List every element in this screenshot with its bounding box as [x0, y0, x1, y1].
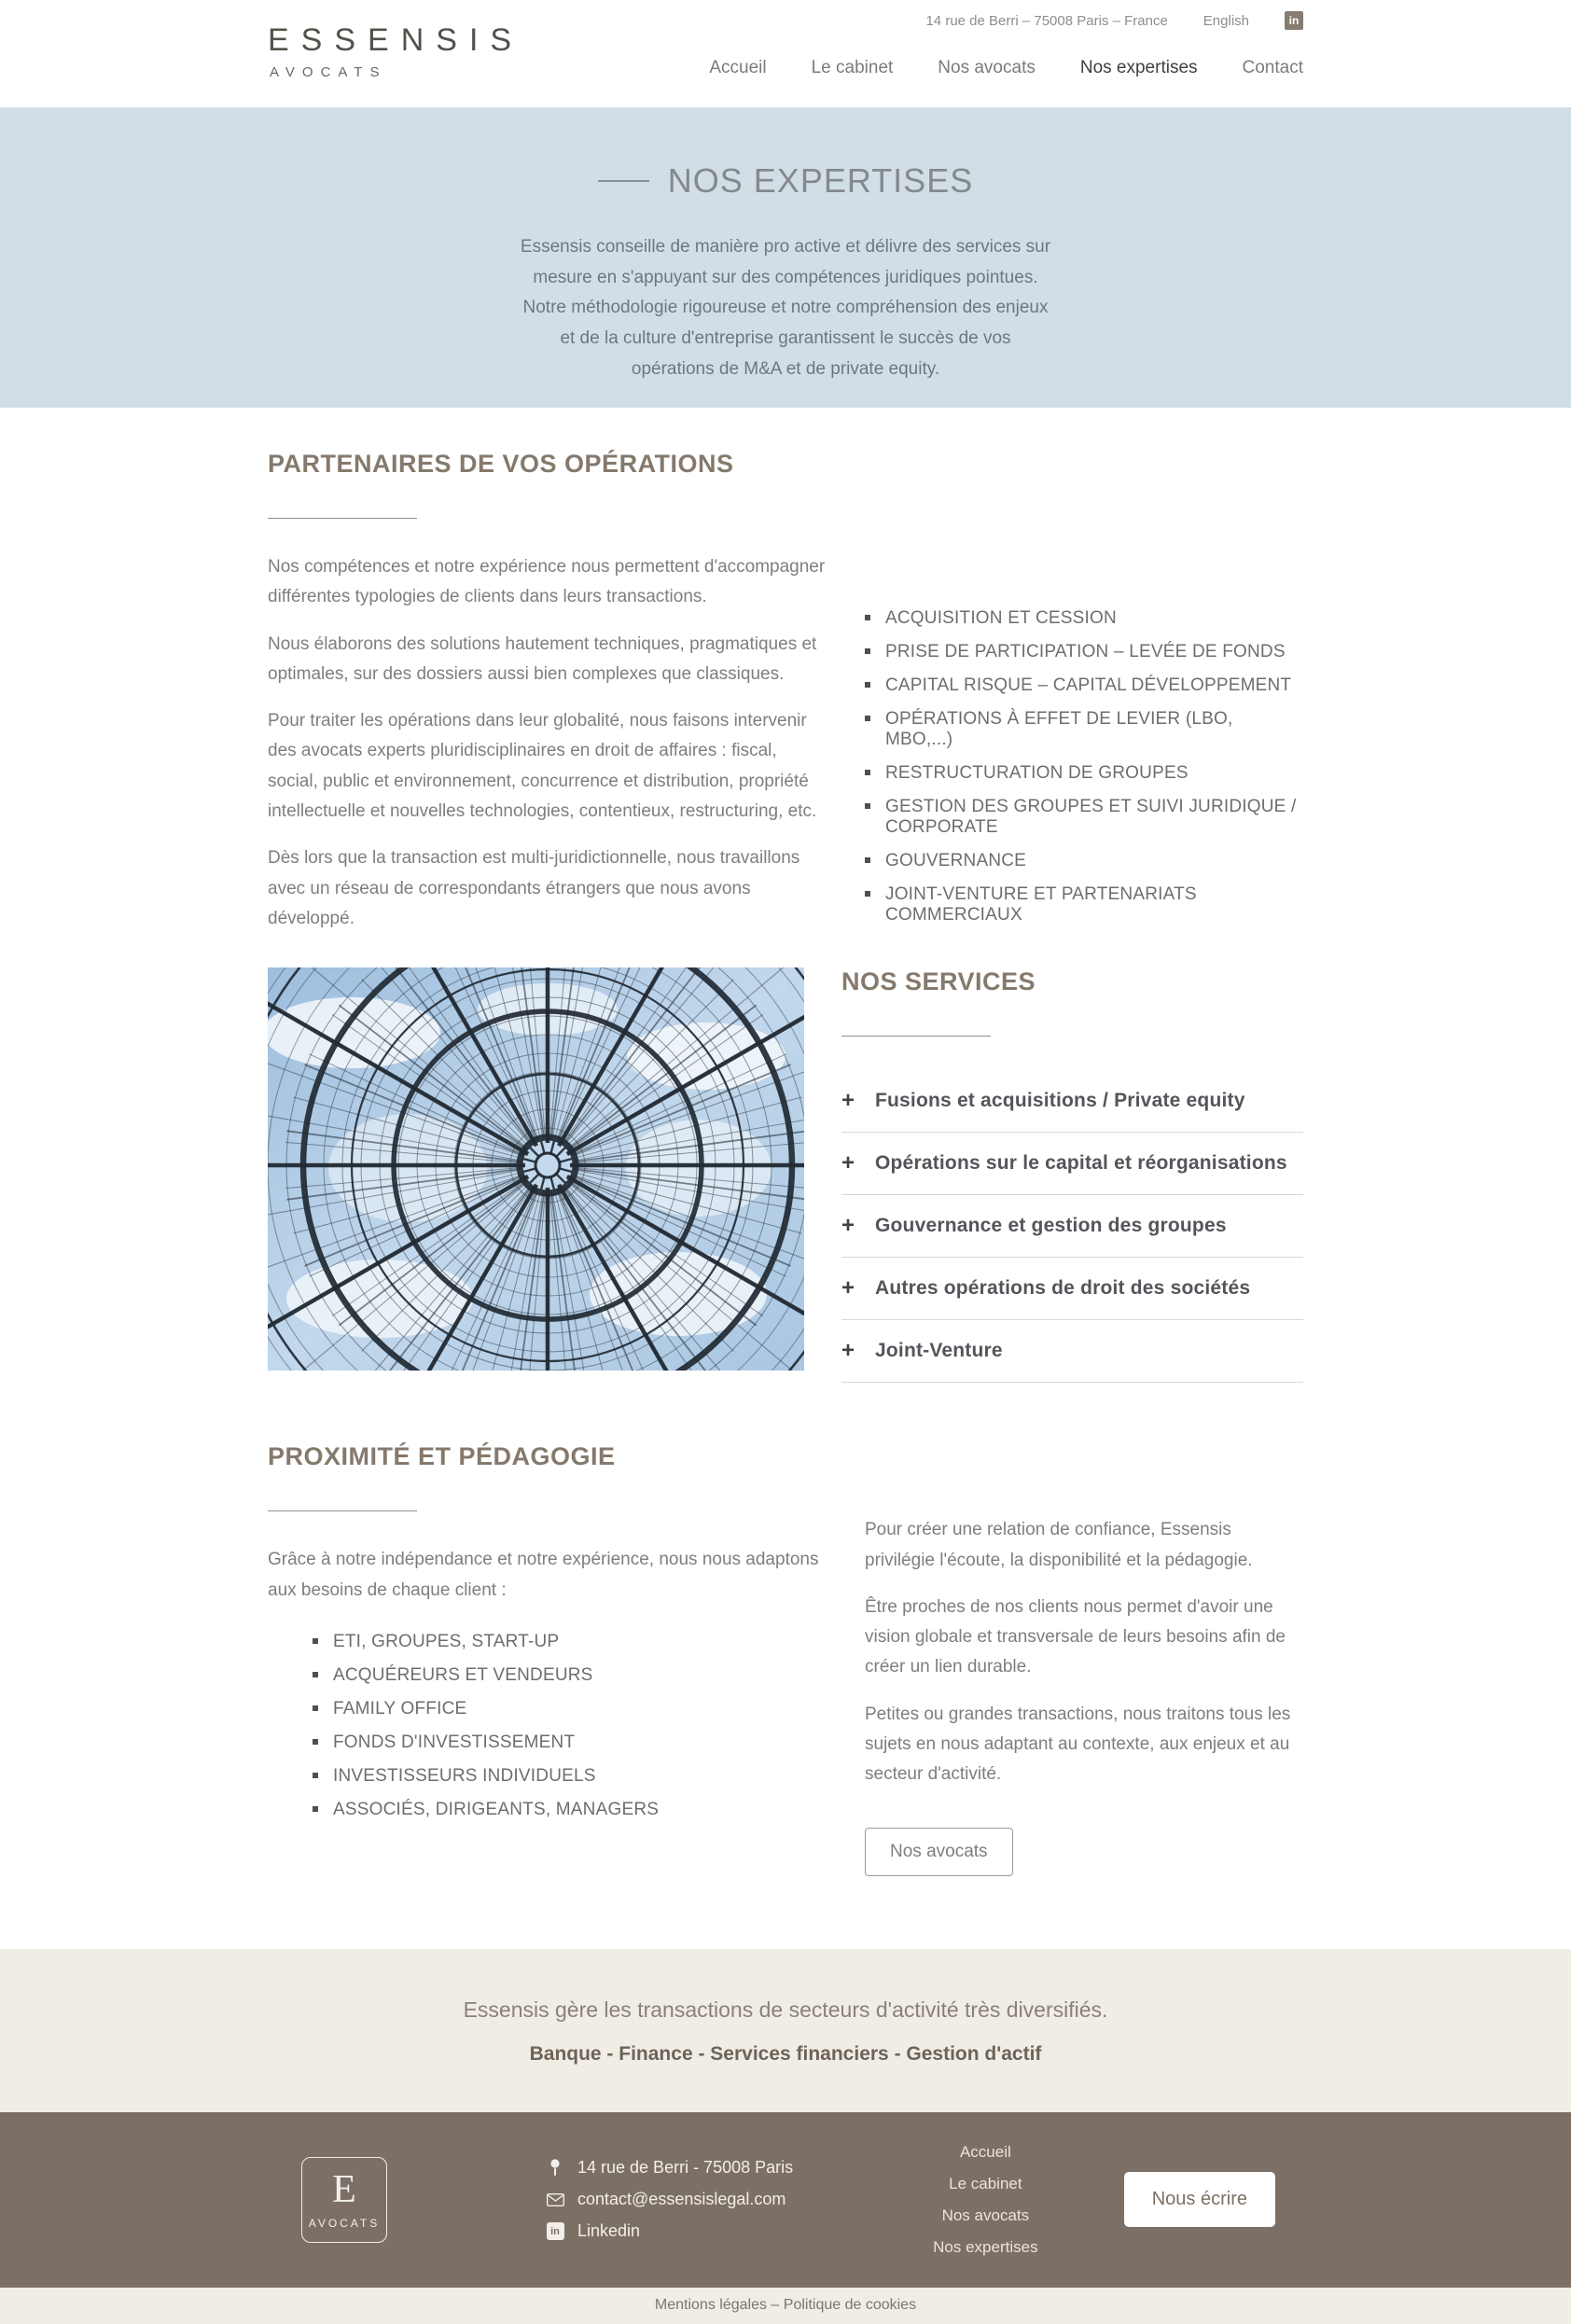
client-item: ACQUÉREURS ET VENDEURS: [313, 1665, 827, 1686]
services-accordion: [841, 1070, 1303, 1383]
client-item: INVESTISSEURS INDIVIDUELS: [313, 1766, 827, 1787]
accordion-joint-venture[interactable]: + Joint-Venture: [841, 1320, 1303, 1383]
footer-logo[interactable]: [301, 2157, 387, 2243]
hero-description: Essensis conseille de manière pro active et délivre des services sur mesure en s'appuyant sur des compétences juridiques pointues. Notre méthodologie rigoureuse et notre compréhension des enjeux et de la culture d'entreprise garantissent le succès de vos opérations de M&A et de private equity.: [520, 237, 1051, 379]
operation-item: RESTRUCTURATION DE GROUPES: [865, 763, 1303, 784]
footer-link-nos-expertises[interactable]: Nos expertises: [933, 2237, 1038, 2256]
proximity-paragraph: Pour créer une relation de confiance, Essensis privilégie l'écoute, la disponibilité et la pédagogie.: [865, 1520, 1253, 1570]
logo-title: ESSENSIS: [268, 22, 524, 58]
footer-logo-subtitle: AVOCATS: [308, 2216, 381, 2230]
glass-dome-illustration: [268, 967, 804, 1371]
client-item: ETI, GROUPES, START-UP: [313, 1632, 827, 1652]
heading-rule: [841, 1036, 991, 1037]
linkedin-icon[interactable]: in: [1285, 11, 1303, 30]
footer-logo-letter: E: [332, 2167, 356, 2211]
plus-icon: +: [841, 1213, 855, 1239]
plus-icon: +: [841, 1338, 855, 1364]
partners-section: [268, 450, 1303, 951]
footer-link-le-cabinet[interactable]: Le cabinet: [949, 2174, 1022, 2192]
proximity-heading: PROXIMITÉ ET PÉDAGOGIE: [268, 1442, 616, 1471]
hero-dash-line: [598, 180, 649, 182]
partners-paragraph: Nos compétences et notre expérience nous permettent d'accompagner différentes typologies de clients dans leurs transactions.: [268, 557, 826, 607]
sectors-banner: [0, 1949, 1571, 2112]
plus-icon: +: [841, 1275, 855, 1301]
heading-rule: [268, 518, 417, 519]
logo-subtitle: AVOCATS: [270, 64, 387, 80]
proximity-intro: Grâce à notre indépendance et notre expérience, nous nous adaptons aux besoins de chaque client :: [268, 1550, 819, 1600]
partners-paragraph: Dès lors que la transaction est multi-juridictionnelle, nous travaillons avec un réseau de correspondants étrangers que nous avons développé.: [268, 848, 800, 928]
nav-contact[interactable]: Contact: [1242, 58, 1303, 77]
legal-links[interactable]: Mentions légales – Politique de cookies: [654, 2297, 917, 2314]
nav-nos-expertises[interactable]: Nos expertises: [1079, 58, 1198, 77]
nous-ecrire-button[interactable]: Nous écrire: [1124, 2172, 1275, 2227]
footer-link-nos-avocats[interactable]: Nos avocats: [941, 2206, 1030, 2224]
footer-link-accueil[interactable]: Accueil: [959, 2142, 1011, 2161]
nos-avocats-button[interactable]: Nos avocats: [865, 1828, 1013, 1876]
glass-dome-photo: [268, 967, 804, 1371]
operation-item: CAPITAL RISQUE – CAPITAL DÉVELOPPEMENT: [865, 675, 1303, 696]
client-item: FONDS D'INVESTISSEMENT: [313, 1733, 827, 1753]
site-header: [0, 0, 1571, 107]
partners-paragraph: Nous élaborons des solutions hautement techniques, pragmatiques et optimales, sur des dossiers aussi bien complexes que classiques.: [268, 633, 817, 684]
operation-item: JOINT-VENTURE ET PARTENARIATS COMMERCIAUX: [865, 884, 1303, 925]
client-item: FAMILY OFFICE: [313, 1699, 827, 1719]
location-pin-icon: [546, 2158, 564, 2178]
proximity-paragraph: Petites ou grandes transactions, nous traitons tous les sujets en nous adaptant au contexte, aux enjeux et au secteur d'activité.: [865, 1704, 1291, 1785]
site-footer: [0, 2112, 1571, 2288]
nav-nos-avocats[interactable]: Nos avocats: [938, 58, 1036, 77]
footer-contact: [546, 2158, 793, 2241]
nav-accueil[interactable]: Accueil: [709, 58, 767, 77]
linkedin-icon: in: [547, 2222, 564, 2240]
main-nav: [709, 58, 1303, 78]
services-section: [268, 967, 1303, 1383]
clients-list: [313, 1632, 827, 1820]
nav-le-cabinet[interactable]: Le cabinet: [811, 58, 894, 77]
hero-section: [0, 107, 1571, 408]
page-title: NOS EXPERTISES: [667, 161, 974, 200]
topbar: [925, 11, 1303, 30]
footer-email[interactable]: contact@essensislegal.com: [546, 2190, 793, 2209]
operation-item: PRISE DE PARTICIPATION – LEVÉE DE FONDS: [865, 642, 1303, 662]
plus-icon: +: [841, 1150, 855, 1176]
language-switch[interactable]: English: [1203, 12, 1249, 29]
operation-item: ACQUISITION ET CESSION: [865, 608, 1303, 629]
footer-links: [933, 2143, 1037, 2257]
accordion-operations-capital[interactable]: + Opérations sur le capital et réorganisations: [841, 1133, 1303, 1195]
legal-bar: [0, 2288, 1571, 2324]
services-heading: NOS SERVICES: [841, 967, 1036, 996]
mail-icon: [546, 2193, 564, 2206]
operation-item: GOUVERNANCE: [865, 851, 1303, 871]
logo[interactable]: [268, 22, 523, 80]
proximity-section: [268, 1442, 1303, 1875]
plus-icon: +: [841, 1088, 855, 1114]
accordion-fusions-acquisitions[interactable]: + Fusions et acquisitions / Private equity: [841, 1070, 1303, 1133]
footer-address: 14 rue de Berri - 75008 Paris: [546, 2158, 793, 2178]
sectors-list: Banque - Finance - Services financiers - Gestion d'actif: [529, 2042, 1042, 2065]
partners-paragraph: Pour traiter les opérations dans leur globalité, nous faisons intervenir des avocats experts pluridisciplinaires en droit de affaires : fiscal, social, public et environnement, concurrence et distribution, propriété intellectuelle et nouvelles technologies, contentieux, restructuring, etc.: [268, 711, 817, 822]
operation-item: GESTION DES GROUPES ET SUIVI JURIDIQUE / CORPORATE: [865, 797, 1303, 838]
accordion-gouvernance[interactable]: + Gouvernance et gestion des groupes: [841, 1195, 1303, 1258]
address-text: 14 rue de Berri – 75008 Paris – France: [925, 12, 1168, 29]
proximity-paragraph: Être proches de nos clients nous permet d'avoir une vision globale et transversale de leurs besoins afin de créer un lien durable.: [865, 1596, 1286, 1677]
operation-item: OPÉRATIONS À EFFET DE LEVIER (LBO, MBO,...): [865, 709, 1303, 750]
accordion-autres-operations[interactable]: + Autres opérations de droit des sociétés: [841, 1258, 1303, 1320]
main-content: [268, 408, 1303, 1876]
partners-heading: PARTENAIRES DE VOS OPÉRATIONS: [268, 450, 734, 478]
sectors-intro: Essensis gère les transactions de secteurs d'activité très diversifiés.: [463, 1997, 1108, 2022]
client-item: ASSOCIÉS, DIRIGEANTS, MANAGERS: [313, 1800, 827, 1820]
heading-rule: [268, 1510, 417, 1511]
footer-linkedin[interactable]: in Linkedin: [546, 2221, 793, 2241]
operations-list: [865, 608, 1303, 925]
